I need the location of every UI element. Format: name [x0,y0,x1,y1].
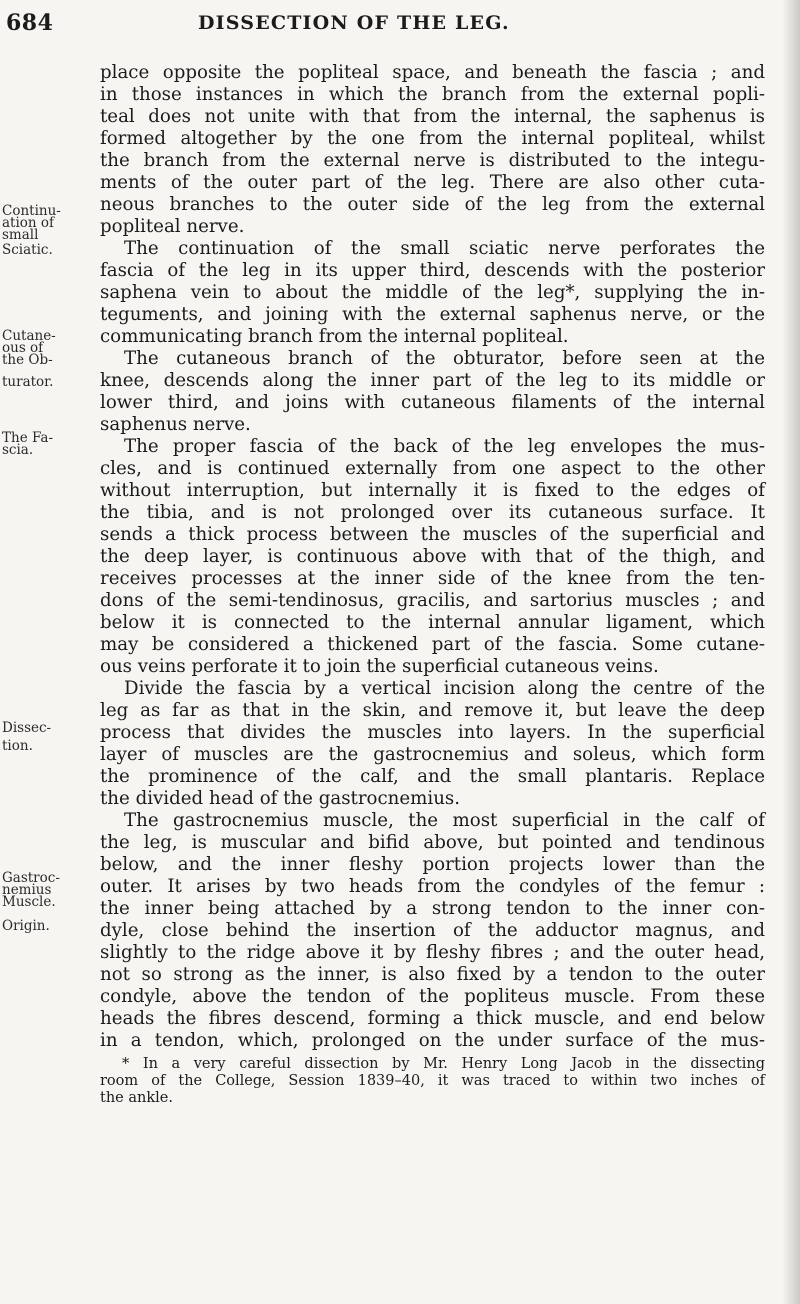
running-head: DISSECTION OF THE LEG. [198,12,510,34]
footnote-line: room of the College, Session 1839–40, it was traced to within two inches of [100,1073,765,1089]
text-line: outer. It arises by two heads from the condyles of the femur : [100,876,765,897]
text-line: the deep layer, is continuous above with that of the thigh, and [100,546,765,567]
text-line: The cutaneous branch of the obturator, before seen at the [124,348,765,369]
text-line: saphenus nerve. [100,414,251,435]
margin-note: ous of [2,340,44,356]
margin-note: turator. [2,374,54,390]
text-line: the divided head of the gastrocnemius. [100,788,461,809]
text-line: the tibia, and is not prolonged over its cutaneous surface. It [100,502,765,523]
margin-note: nemius [2,882,52,898]
text-line: dyle, close behind the insertion of the adductor magnus, and [100,920,765,941]
text-line: the branch from the external nerve is distributed to the integu- [100,150,765,171]
text-line: popliteal nerve. [100,216,245,237]
text-line: Divide the fascia by a vertical incision along the centre of the [124,678,765,699]
text-line: sends a thick process between the muscles of the superficial and [100,524,765,545]
text-line: The proper fascia of the back of the leg envelopes the mus- [124,436,765,457]
margin-note: Dissec- [2,720,52,736]
text-line: condyle, above the tendon of the popliteus muscle. From these [100,986,765,1007]
page-number: 684 [6,10,54,36]
text-line: communicating branch from the internal popliteal. [100,326,569,347]
text-line: fascia of the leg in its upper third, descends with the posterior [100,260,765,281]
text-line: the prominence of the calf, and the small plantaris. Replace [100,766,765,787]
margin-note: ation of [2,215,55,231]
margin-note: Continu- [2,203,61,219]
text-line: below, and the inner fleshy portion projects lower than the [100,854,765,875]
text-line: ous veins perforate it to join the superficial cutaneous veins. [100,656,659,677]
text-line: knee, descends along the inner part of the leg to its middle or [100,370,765,391]
margin-note: small [2,227,39,243]
text-line: heads the fibres descend, forming a thick muscle, and end below [100,1008,765,1029]
text-line: formed altogether by the one from the internal popliteal, whilst [100,128,765,149]
text-line: The continuation of the small sciatic nerve perforates the [124,238,765,259]
text-line: not so strong as the inner, is also fixed by a tendon to the outer [100,964,765,985]
text-line: cles, and is continued externally from one aspect to the other [100,458,765,479]
text-line: ments of the outer part of the leg. There are also other cuta- [100,172,765,193]
footnote-line: the ankle. [100,1090,173,1106]
text-line: teguments, and joining with the external saphenus nerve, or the [100,304,765,325]
text-line: below it is connected to the internal annular ligament, which [100,612,765,633]
margin-note: The Fa- [2,430,54,446]
text-line: The gastrocnemius muscle, the most superficial in the calf of [124,810,765,831]
text-line: layer of muscles are the gastrocnemius and soleus, which form [100,744,765,765]
text-line: lower third, and joins with cutaneous filaments of the internal [100,392,765,413]
text-line: in a tendon, which, prolonged on the under surface of the mus- [100,1030,765,1051]
text-line: slightly to the ridge above it by fleshy fibres ; and the outer head, [100,942,765,963]
text-line: dons of the semi-tendinosus, gracilis, and sartorius muscles ; and [100,590,765,611]
margin-note: the Ob- [2,352,53,368]
margin-note: Origin. [2,918,50,934]
margin-note: Sciatic. [2,242,53,258]
text-line: saphena vein to about the middle of the leg*, supplying the in- [100,282,765,303]
margin-note: scia. [2,442,34,458]
margin-note: Muscle. [2,894,56,910]
text-line: may be considered a thickened part of the fascia. Some cutane- [100,634,765,655]
footnote-line: * In a very careful dissection by Mr. Henry Long Jacob in the dissecting [122,1056,765,1072]
text-line: leg as far as that in the skin, and remove it, but leave the deep [100,700,765,721]
text-line: without interruption, but internally it is fixed to the edges of [100,480,765,501]
text-line: place opposite the popliteal space, and beneath the fascia ; and [100,62,765,83]
margin-note: Cutane- [2,328,56,344]
margin-note: Gastroc- [2,870,60,886]
text-line: process that divides the muscles into layers. In the superficial [100,722,765,743]
text-line: neous branches to the outer side of the leg from the external [100,194,765,215]
text-line: in those instances in which the branch from the external popli- [100,84,765,105]
text-line: the leg, is muscular and bifid above, but pointed and tendinous [100,832,765,853]
text-line: the inner being attached by a strong tendon to the inner con- [100,898,765,919]
text-line: teal does not unite with that from the internal, the saphenus is [100,106,765,127]
page-edge-shadow [782,0,800,1304]
margin-note: tion. [2,738,33,754]
text-line: receives processes at the inner side of the knee from the ten- [100,568,765,589]
